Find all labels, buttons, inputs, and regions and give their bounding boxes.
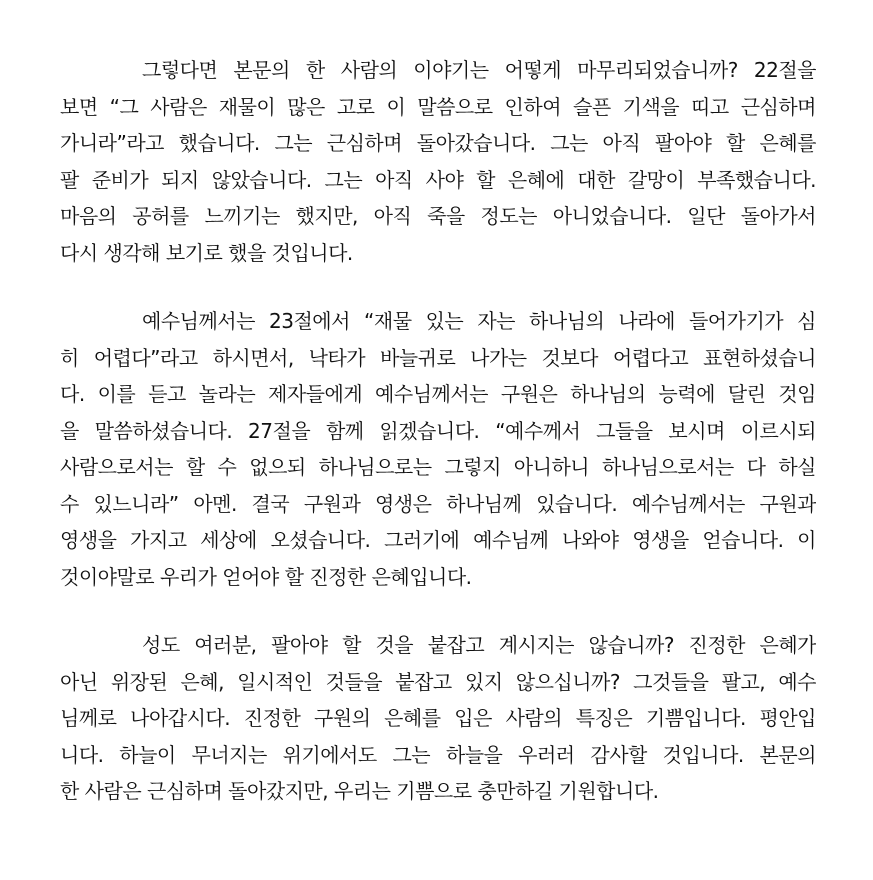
text-line: 님께로 나아갑시다. 진정한 구원의 은혜를 입은 사람의 특징은 기쁨입니다. 평안입 — [60, 706, 816, 730]
text-line: 성도 여러분, 팔아야 할 것을 붙잡고 계시지는 않습니까? 진정한 은혜가 — [142, 633, 816, 657]
text-line: 한 사람은 근심하며 돌아갔지만, 우리는 기쁨으로 충만하길 기원합니다. — [60, 779, 659, 803]
document-page — [60, 52, 816, 842]
text-line: 히 어렵다”라고 하시면서, 낙타가 바늘귀로 나가는 것보다 어렵다고 표현하셨습니 — [60, 345, 816, 370]
text-line: 팔 준비가 되지 않았습니다. 그는 아직 사야 할 은혜에 대한 갈망이 부족했습니다. — [60, 167, 816, 192]
text-line: 마음의 공허를 느끼기는 했지만, 아직 죽을 정도는 아니었습니다. 일단 돌아가서 — [60, 204, 816, 228]
text-line: 아닌 위장된 은혜, 일시적인 것들을 붙잡고 있지 않으십니까? 그것들을 팔고, 예수 — [60, 669, 816, 694]
text-line: 보면 “그 사람은 재물이 많은 고로 이 말씀으로 인하여 슬픈 기색을 띠고 근심하며 — [60, 94, 816, 119]
text-line: 다. 이를 듣고 놀라는 제자들에게 예수님께서는 구원은 하나님의 능력에 달린 것임 — [60, 382, 816, 406]
paragraph-1 — [60, 52, 816, 271]
text-line: 을 말씀하셨습니다. 27절을 함께 읽겠습니다. “예수께서 그들을 보시며 이르시되 — [60, 418, 816, 443]
paragraph-2 — [60, 303, 816, 595]
paragraph-3 — [60, 627, 816, 810]
text-line: 다시 생각해 보기로 했을 것입니다. — [60, 240, 353, 265]
text-line: 영생을 가지고 세상에 오셨습니다. 그러기에 예수님께 나와야 영생을 얻습니다. 이 — [60, 528, 816, 552]
text-line: 수 있느니라” 아멘. 결국 구원과 영생은 하나님께 있습니다. 예수님께서는 구원과 — [60, 491, 816, 516]
text-line: 사람으로서는 할 수 없으되 하나님으로는 그렇지 아니하니 하나님으로서는 다 하실 — [60, 455, 816, 479]
text-line: 것이야말로 우리가 얻어야 할 진정한 은혜입니다. — [60, 564, 472, 589]
text-line: 니다. 하늘이 무너지는 위기에서도 그는 하늘을 우러러 감사할 것입니다. 본문의 — [60, 742, 816, 767]
text-line: 예수님께서는 23절에서 “재물 있는 자는 하나님의 나라에 들어가기가 심 — [142, 309, 816, 333]
text-line: 그렇다면 본문의 한 사람의 이야기는 어떻게 마무리되었습니까? 22절을 — [142, 58, 816, 82]
text-line: 가니라”라고 했습니다. 그는 근심하며 돌아갔습니다. 그는 아직 팔아야 할 은혜를 — [60, 131, 816, 155]
